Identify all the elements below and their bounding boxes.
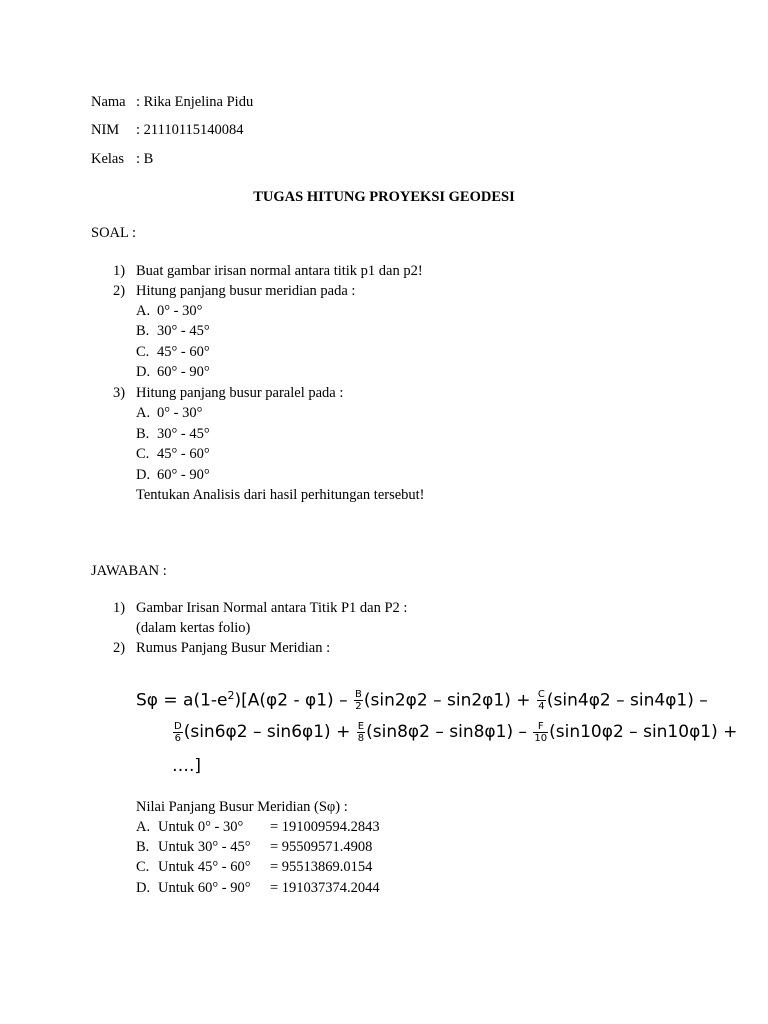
kelas-line xyxy=(91,150,153,168)
fraction-c: $\frac{C}{4}$ xyxy=(537,689,545,713)
soal-heading: SOAL : xyxy=(91,225,136,241)
jawaban-a1-sub: (dalam kertas folio) xyxy=(136,620,251,636)
soal-q3-item: B. 30° - 45° xyxy=(136,426,210,442)
nim-line xyxy=(91,121,244,139)
nama-value: : Rika Enjelina Pidu xyxy=(136,94,254,110)
kelas-value: : B xyxy=(136,151,154,167)
soal-q3-item: D. 60° - 90° xyxy=(136,467,210,483)
page-title: TUGAS HITUNG PROYEKSI GEODESI xyxy=(253,189,515,205)
fraction-d: $\frac{D}{6}$ xyxy=(174,720,182,744)
result-row: B. Untuk 30° - 45° = 95509571.4908 xyxy=(136,839,373,855)
jawaban-a2-number: 2) xyxy=(113,640,126,656)
formula-line-3: ….] xyxy=(172,756,202,776)
soal-q1-number: 1) xyxy=(113,263,126,279)
soal-q3-number: 3) xyxy=(113,385,126,401)
kelas-label: Kelas xyxy=(91,151,125,167)
soal-q2-item: A. 0° - 30° xyxy=(136,303,203,319)
jawaban-a1-text: Gambar Irisan Normal antara Titik P1 dan P2 : xyxy=(136,600,408,616)
fraction-e: $\frac{E}{8}$ xyxy=(357,720,365,744)
formula-line-2: $\frac{D}{6}$ (sin6φ2 – sin6φ1) + $\frac{E}{8}$ (sin8φ2 – sin8φ1) – $\frac{F}{10}$ (sin10φ2 – sin10φ1) + xyxy=(174,720,738,744)
fraction-b: $\frac{B}{2}$ xyxy=(355,689,362,713)
soal-q2-item: D. 60° - 90° xyxy=(136,364,210,380)
soal-q3-text: Hitung panjang busur paralel pada : xyxy=(136,385,344,401)
result-row: D. Untuk 60° - 90° = 191037374.2044 xyxy=(136,880,380,896)
nim-label: NIM xyxy=(91,122,120,138)
nama-label: Nama xyxy=(91,94,126,110)
soal-q2-number: 2) xyxy=(113,283,126,299)
soal-q2-item: B. 30° - 45° xyxy=(136,323,210,339)
result-row: A. Untuk 0° - 30° = 191009594.2843 xyxy=(136,819,380,835)
results-heading: Nilai Panjang Busur Meridian (Sφ) : xyxy=(136,799,348,815)
soal-q1-text: Buat gambar irisan normal antara titik p1 dan p2! xyxy=(136,263,423,279)
soal-note: Tentukan Analisis dari hasil perhitungan tersebut! xyxy=(136,487,425,503)
soal-q2-item: C. 45° - 60° xyxy=(136,344,210,360)
soal-q3-item: A. 0° - 30° xyxy=(136,405,203,421)
soal-q2-text: Hitung panjang busur meridian pada : xyxy=(136,283,356,299)
jawaban-a2-text: Rumus Panjang Busur Meridian : xyxy=(136,640,331,656)
jawaban-heading: JAWABAN : xyxy=(91,563,167,579)
nama-line xyxy=(91,93,253,111)
result-row: C. Untuk 45° - 60° = 95513869.0154 xyxy=(136,859,373,875)
soal-q3-item: C. 45° - 60° xyxy=(136,446,210,462)
formula-line-1: $S\varphi = a(1-e^2)[A(\varphi 2 - \varphi 1)$ – $\frac{B}{2}$ (sin2φ2 – sin2φ1) + $\frac{C}{4}$ (sin4φ2 – sin4φ1) – xyxy=(136,689,708,713)
nim-value: : 21110115140084 xyxy=(136,122,244,138)
jawaban-a1-number: 1) xyxy=(113,600,126,616)
fraction-f: $\frac{F}{10}$ xyxy=(534,720,548,744)
